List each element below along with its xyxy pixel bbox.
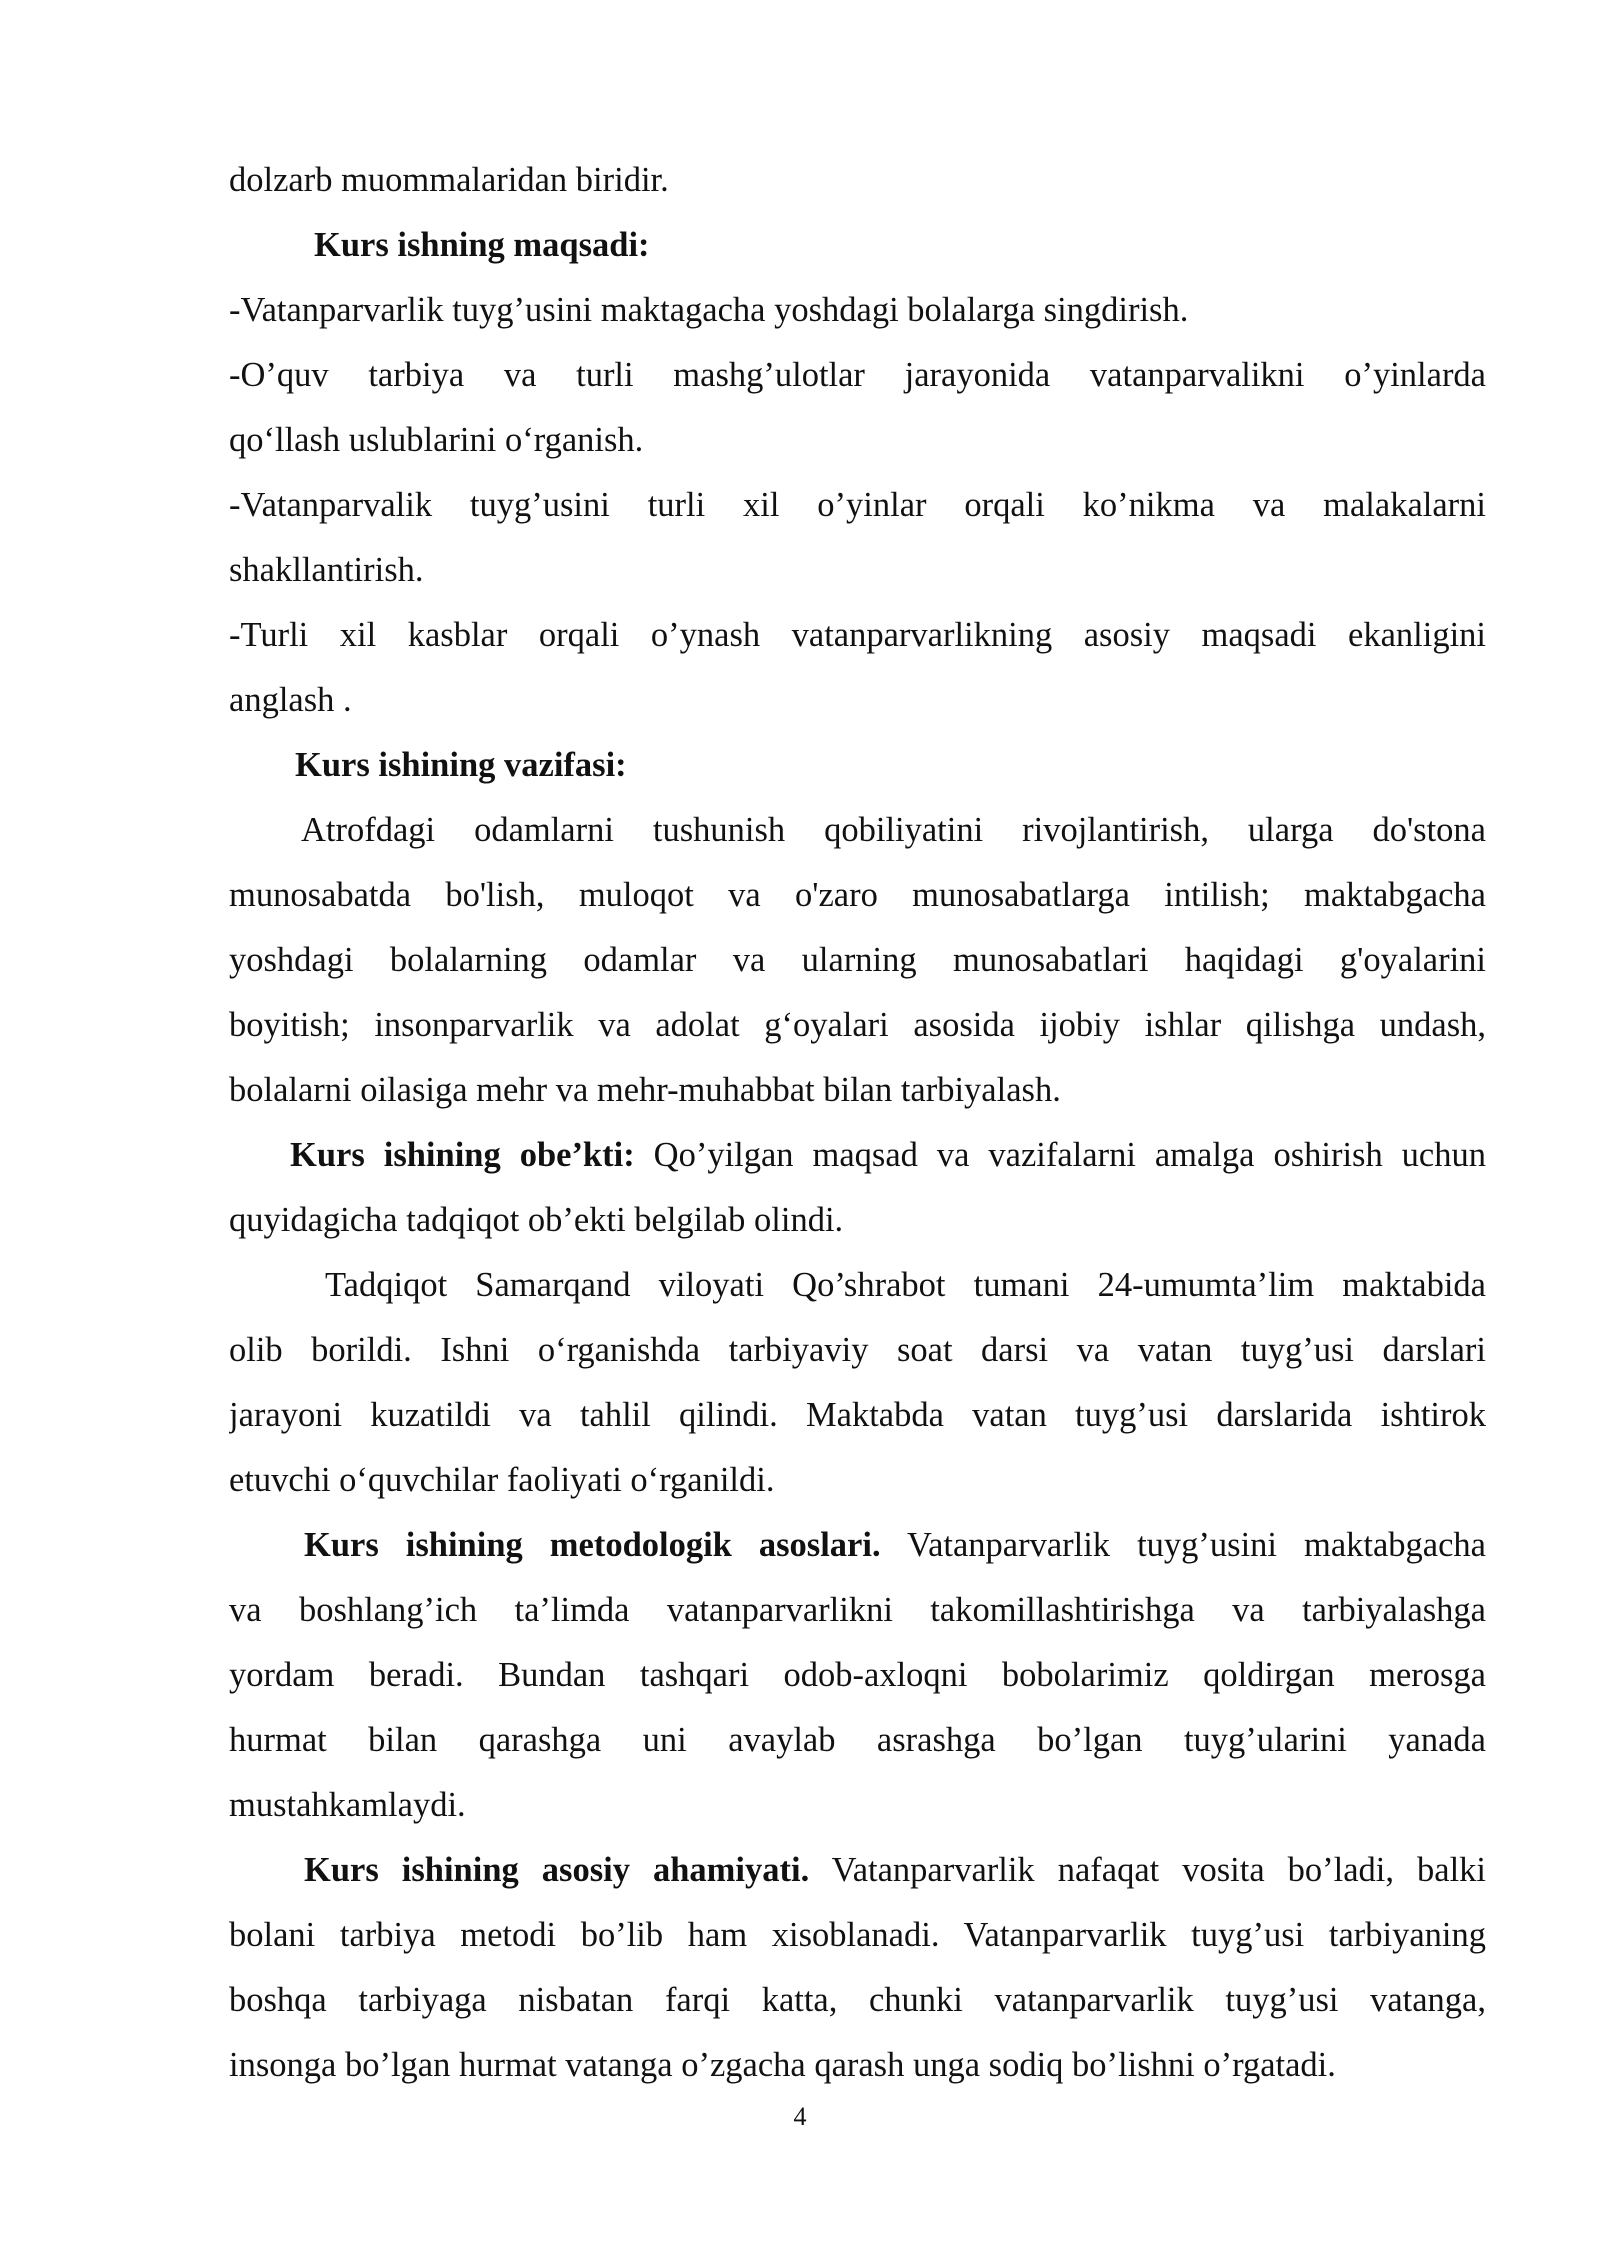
text-line: qo‘llash uslublarini o‘rganish. <box>229 421 644 459</box>
text-line <box>229 1513 1486 1578</box>
heading-object: Kurs ishining obe’kti: <box>290 1136 635 1174</box>
text-line: -Vatanparvalik tuyg’usini turli xil o’yinlar orqali ko’nikma va malakalarni <box>229 486 1486 524</box>
text-line: jarayoni kuzatildi va tahlil qilindi. Maktabda vatan tuyg’usi darslarida ishtirok <box>229 1396 1486 1434</box>
heading-importance: Kurs ishining asosiy ahamiyati. <box>304 1851 810 1889</box>
text-line: boyitish; insonparvarlik va adolat g‘oyalari asosida ijobiy ishlar qilishga undash, <box>229 1006 1486 1044</box>
text-run: Vatanparvarlik tuyg’usini maktabgacha <box>906 1526 1486 1564</box>
heading-tasks: Kurs ishining vazifasi: <box>295 746 627 784</box>
text-line: shakllantirish. <box>229 551 424 589</box>
text-line: munosabatda bo'lish, muloqot va o'zaro munosabatlarga intilish; maktabgacha <box>229 876 1486 914</box>
heading-purpose: Kurs ishning maqsadi: <box>314 226 650 264</box>
text-line: -O’quv tarbiya va turli mashg’ulotlar jarayonida vatanparvalikni o’yinlarda <box>229 356 1486 394</box>
text-line: insonga bo’lgan hurmat vatanga o’zgacha qarash unga sodiq bo’lishni o’rgatadi. <box>229 2046 1336 2084</box>
text-run: Qo’yilgan maqsad va vazifalarni amalga oshirish uchun <box>653 1136 1486 1174</box>
text-line: Tadqiqot Samarqand viloyati Qo’shrabot tumani 24-umumta’lim maktabida <box>325 1266 1486 1304</box>
text-line: va boshlang’ich ta’limda vatanparvarlikni takomillashtirishga va tarbiyalashga <box>229 1591 1486 1629</box>
text-line: -Vatanparvarlik tuyg’usini maktagacha yoshdagi bolalarga singdirish. <box>229 291 1189 329</box>
text-line <box>229 1123 1486 1188</box>
text-line: mustahkamlaydi. <box>229 1786 466 1824</box>
text-line: dolzarb muommalaridan biridir. <box>229 161 669 199</box>
page-number: 4 <box>793 2102 807 2131</box>
text-line: yoshdagi bolalarning odamlar va ularning munosabatlari haqidagi g'oyalarini <box>229 941 1486 979</box>
text-line: anglash . <box>229 681 352 719</box>
text-line: etuvchi o‘quvchilar faoliyati o‘rganildi. <box>229 1461 775 1499</box>
text-line: boshqa tarbiyaga nisbatan farqi katta, chunki vatanparvarlik tuyg’usi vatanga, <box>229 1981 1486 2019</box>
heading-methodology: Kurs ishining metodologik asoslari. <box>304 1526 881 1564</box>
text-line: quyidagicha tadqiqot ob’ekti belgilab olindi. <box>229 1201 844 1239</box>
document-page <box>229 148 1486 2098</box>
text-run: Vatanparvarlik nafaqat vosita bo’ladi, balki <box>831 1851 1486 1889</box>
text-line: Atrofdagi odamlarni tushunish qobiliyatini rivojlantirish, ularga do'stona <box>301 811 1486 849</box>
text-line <box>229 1838 1486 1903</box>
text-line: hurmat bilan qarashga uni avaylab asrashga bo’lgan tuyg’ularini yanada <box>229 1721 1486 1759</box>
text-line: bolalarni oilasiga mehr va mehr-muhabbat bilan tarbiyalash. <box>229 1071 1061 1109</box>
text-line: bolani tarbiya metodi bo’lib ham xisoblanadi. Vatanparvarlik tuyg’usi tarbiyaning <box>229 1916 1486 1954</box>
text-line: olib borildi. Ishni o‘rganishda tarbiyaviy soat darsi va vatan tuyg’usi darslari <box>229 1331 1486 1369</box>
text-line: yordam beradi. Bundan tashqari odob-axloqni bobolarimiz qoldirgan merosga <box>229 1656 1486 1694</box>
text-line: -Turli xil kasblar orqali o’ynash vatanparvarlikning asosiy maqsadi ekanligini <box>229 616 1486 654</box>
